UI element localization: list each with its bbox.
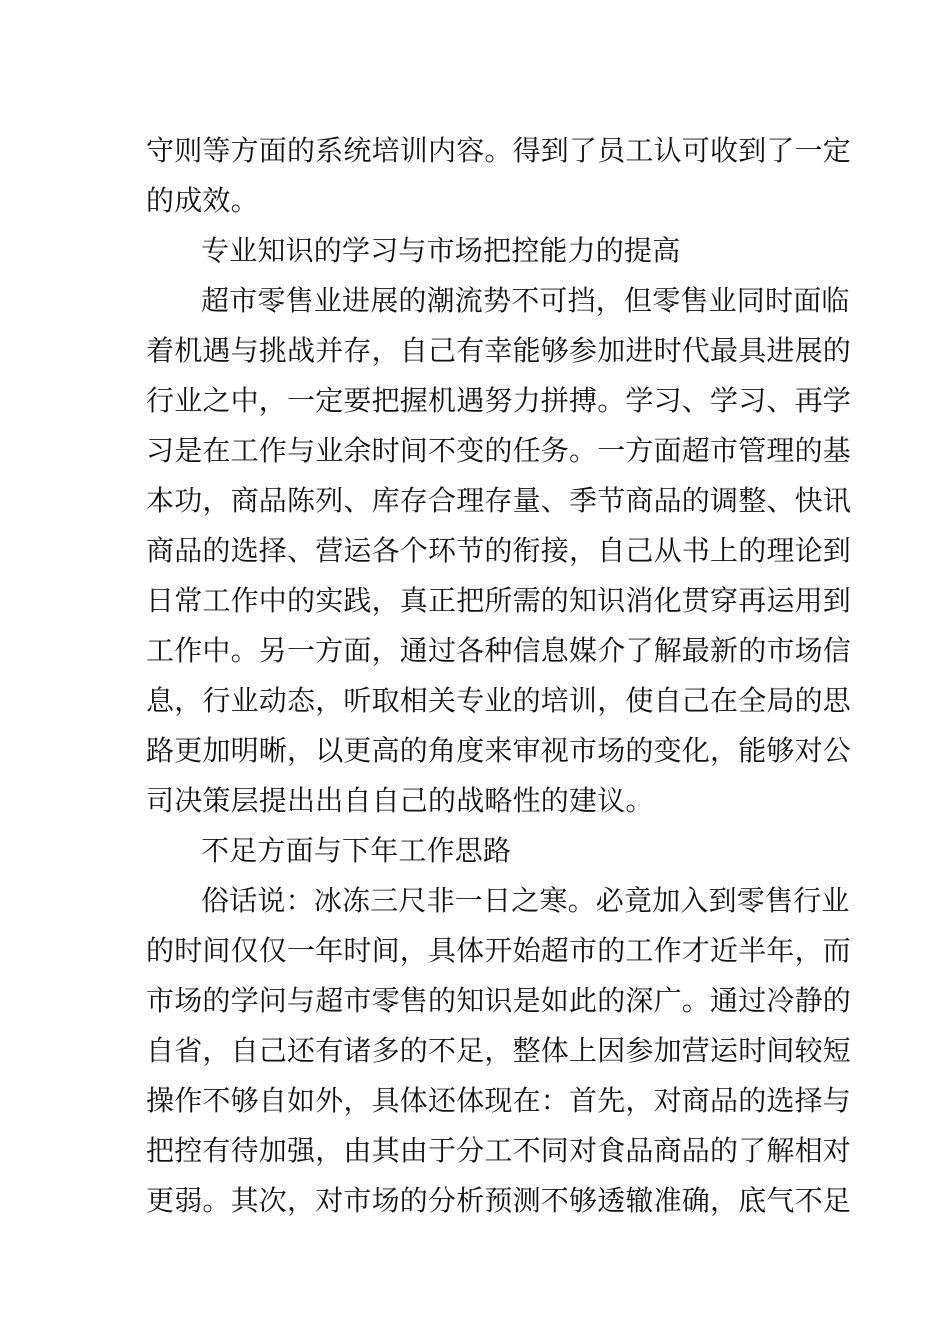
text-line: 把控有待加强，由其由于分工不同对食品商品的了解相对 <box>146 1134 852 1167</box>
text-line: 息，行业动态，听取相关专业的培训，使自己在全局的思 <box>146 684 852 717</box>
text-line: 司决策层提出出自自己的战略性的建议。 <box>146 784 654 817</box>
text-line: 习是在工作与业余时间不变的任务。一方面超市管理的基 <box>146 434 852 467</box>
text-line: 更弱。其次，对市场的分析预测不够透辙准确，底气不足 <box>146 1184 852 1217</box>
text-line: 的成效。 <box>146 184 259 217</box>
text-line: 着机遇与挑战并存，自己有幸能够参加进时代最具进展的 <box>146 334 852 367</box>
text-line: 行业之中，一定要把握机遇努力拼搏。学习、学习、再学 <box>146 384 852 417</box>
text-line: 路更加明晰，以更高的角度来审视市场的变化，能够对公 <box>146 734 852 767</box>
text-line: 超市零售业进展的潮流势不可挡，但零售业同时面临 <box>201 284 850 317</box>
text-line: 工作中。另一方面，通过各种信息媒介了解最新的市场信 <box>146 634 852 667</box>
text-line: 的时间仅仅一年时间，具体开始超市的工作才近半年，而 <box>146 934 852 967</box>
text-line: 守则等方面的系统培训内容。得到了员工认可收到了一定 <box>146 134 852 167</box>
section-heading: 专业知识的学习与市场把控能力的提高 <box>201 234 681 267</box>
text-line: 操作不够自如外，具体还体现在：首先，对商品的选择与 <box>146 1084 852 1117</box>
text-line: 日常工作中的实践，真正把所需的知识消化贯穿再运用到 <box>146 584 852 617</box>
text-line: 自省，自己还有诸多的不足，整体上因参加营运时间较短 <box>146 1034 852 1067</box>
text-line: 商品的选择、营运各个环节的衔接，自己从书上的理论到 <box>146 534 852 567</box>
text-line: 俗话说：冰冻三尺非一日之寒。必竟加入到零售行业 <box>201 884 850 917</box>
text-line: 本功，商品陈列、库存合理存量、季节商品的调整、快讯 <box>146 484 852 517</box>
text-line: 市场的学问与超市零售的知识是如此的深广。通过冷静的 <box>146 984 852 1017</box>
section-heading: 不足方面与下年工作思路 <box>201 834 512 867</box>
